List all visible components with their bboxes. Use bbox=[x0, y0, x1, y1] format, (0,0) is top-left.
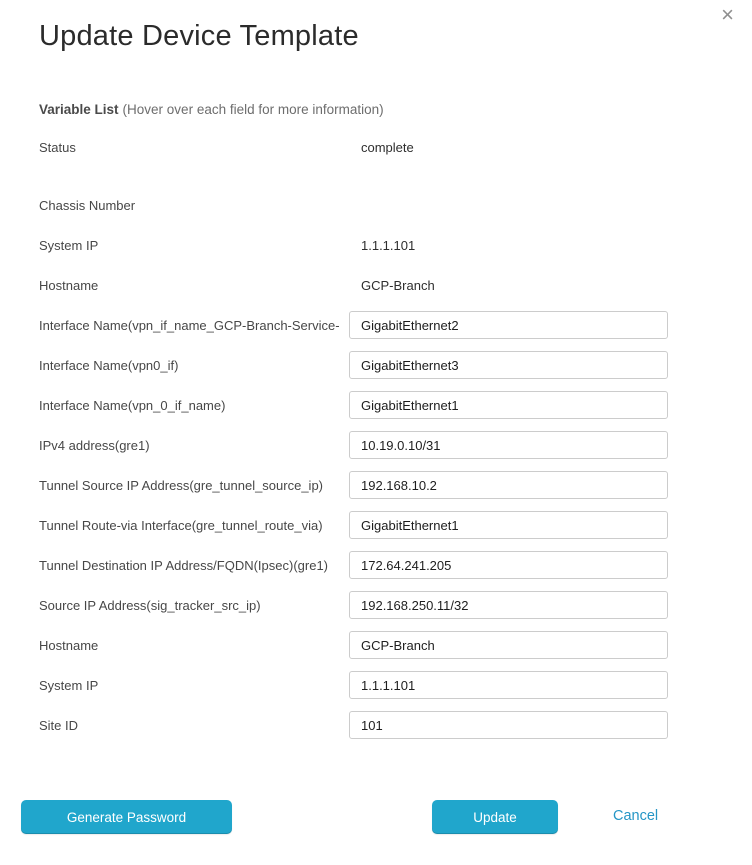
cancel-link[interactable]: Cancel bbox=[613, 808, 659, 824]
system-ip-value: 1.1.1.101 bbox=[361, 237, 416, 253]
row-ipv4-address-gre1 bbox=[39, 425, 668, 465]
variable-label: System IP bbox=[39, 237, 99, 253]
source-ip-sig-tracker-input[interactable] bbox=[349, 591, 668, 619]
system-ip-input[interactable] bbox=[349, 671, 668, 699]
tunnel-route-via-interface-input[interactable] bbox=[349, 511, 668, 539]
row-tunnel-route-via bbox=[39, 505, 668, 545]
variable-label: Interface Name(vpn_if_name_GCP-Branch-Service- bbox=[39, 317, 340, 333]
variable-list-header bbox=[39, 102, 384, 117]
row-tunnel-destination-ip bbox=[39, 545, 668, 585]
variable-label: Interface Name(vpn0_if) bbox=[39, 357, 179, 373]
page-title: Update Device Template bbox=[39, 20, 359, 52]
row-interface-name-vpn0-if bbox=[39, 345, 668, 385]
tunnel-destination-ip-input[interactable] bbox=[349, 551, 668, 579]
ipv4-address-gre1-input[interactable] bbox=[349, 431, 668, 459]
variable-label: Site ID bbox=[39, 717, 79, 733]
variable-label: IPv4 address(gre1) bbox=[39, 437, 150, 453]
variable-label: Interface Name(vpn_0_if_name) bbox=[39, 397, 226, 413]
interface-name-vpn-0-if-name-input[interactable] bbox=[349, 391, 668, 419]
variable-list-hint: (Hover over each field for more information) bbox=[122, 102, 384, 117]
site-id-input[interactable] bbox=[349, 711, 668, 739]
variable-list-title: Variable List bbox=[39, 102, 119, 117]
hostname-input[interactable] bbox=[349, 631, 668, 659]
variable-label: Source IP Address(sig_tracker_src_ip) bbox=[39, 597, 261, 613]
row-system-ip-static bbox=[39, 225, 668, 265]
row-source-ip-sig-tracker bbox=[39, 585, 668, 625]
variable-label: Hostname bbox=[39, 277, 99, 293]
row-hostname-input bbox=[39, 625, 668, 665]
row-system-ip-input bbox=[39, 665, 668, 705]
tunnel-source-ip-input[interactable] bbox=[349, 471, 668, 499]
variable-label: Status bbox=[39, 139, 76, 155]
row-interface-name-vpn-0-if-name bbox=[39, 385, 668, 425]
variable-label: Tunnel Source IP Address(gre_tunnel_source_ip) bbox=[39, 477, 324, 493]
row-site-id bbox=[39, 705, 668, 745]
generate-password-button[interactable]: Generate Password bbox=[21, 800, 232, 834]
variable-label: Tunnel Destination IP Address/FQDN(Ipsec)(gre1) bbox=[39, 557, 329, 573]
row-interface-name-service-vpn bbox=[39, 305, 668, 345]
interface-name-vpn0-if-input[interactable] bbox=[349, 351, 668, 379]
update-button[interactable]: Update bbox=[432, 800, 558, 834]
row-tunnel-source-ip bbox=[39, 465, 668, 505]
row-status bbox=[39, 127, 668, 167]
status-value: complete bbox=[361, 139, 414, 155]
variable-label: Chassis Number bbox=[39, 197, 136, 213]
row-chassis-number bbox=[39, 185, 668, 225]
hostname-value: GCP-Branch bbox=[361, 277, 435, 293]
close-icon[interactable]: × bbox=[721, 2, 734, 27]
variable-label: System IP bbox=[39, 677, 99, 693]
variable-label: Tunnel Route-via Interface(gre_tunnel_route_via) bbox=[39, 517, 323, 533]
row-hostname-static bbox=[39, 265, 668, 305]
variable-label: Hostname bbox=[39, 637, 99, 653]
variable-rows bbox=[39, 127, 668, 745]
interface-name-service-vpn-input[interactable] bbox=[349, 311, 668, 339]
